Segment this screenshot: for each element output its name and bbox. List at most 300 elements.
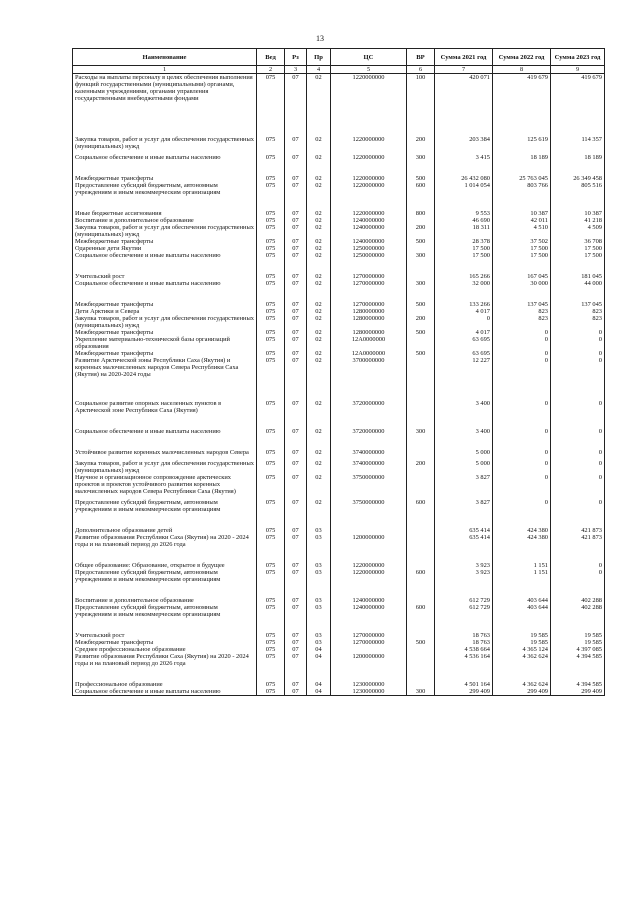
row-pr: 02	[307, 400, 331, 414]
row-rz: 07	[285, 350, 307, 357]
row-rz: 07	[285, 597, 307, 604]
row-rz: 07	[285, 428, 307, 435]
row-name: Закупка товаров, работ и услуг для обеспечения государственных (муниципальных) нужд	[73, 315, 257, 329]
row-name: Социальное обеспечение и иные выплаты населению	[73, 280, 257, 287]
row-pr: 02	[307, 336, 331, 350]
header-cs: ЦС	[331, 49, 407, 66]
table-row	[73, 562, 605, 569]
row-name: Воспитание и дополнительное образование	[73, 597, 257, 604]
row-sum-2021: 3 923	[435, 569, 493, 583]
row-cs: 1230000000	[331, 681, 407, 688]
row-ved: 075	[257, 238, 285, 245]
table-row	[73, 182, 605, 196]
row-cs: 1230000000	[331, 688, 407, 696]
row-rz: 07	[285, 280, 307, 287]
row-cs	[331, 646, 407, 653]
header-sum-2021: Сумма 2021 год	[435, 49, 493, 66]
row-cs: 1220000000	[331, 154, 407, 161]
row-rz: 07	[285, 527, 307, 534]
row-cs: 1220000000	[331, 562, 407, 569]
row-ved: 075	[257, 74, 285, 103]
row-cs: 3720000000	[331, 428, 407, 435]
row-cs: 1240000000	[331, 224, 407, 238]
row-cs: 1270000000	[331, 273, 407, 280]
row-name: Социальное обеспечение и иные выплаты населению	[73, 428, 257, 435]
row-pr: 04	[307, 653, 331, 667]
row-sum-2021: 18 763	[435, 639, 493, 646]
row-rz: 07	[285, 681, 307, 688]
row-sum-2023: 26 349 458	[551, 175, 605, 182]
row-sum-2023: 0	[551, 428, 605, 435]
row-rz: 07	[285, 217, 307, 224]
row-cs: 1270000000	[331, 301, 407, 308]
row-ved: 075	[257, 217, 285, 224]
row-pr: 02	[307, 217, 331, 224]
row-rz: 07	[285, 308, 307, 315]
column-number: 1	[73, 66, 257, 74]
row-vr: 300	[407, 688, 435, 696]
row-ved: 075	[257, 154, 285, 161]
row-ved: 075	[257, 428, 285, 435]
table-row	[73, 238, 605, 245]
row-sum-2022: 25 763 045	[493, 175, 551, 182]
row-sum-2022: 137 045	[493, 301, 551, 308]
row-name: Социальное обеспечение и иные выплаты населению	[73, 154, 257, 161]
row-sum-2022: 4 365 124	[493, 646, 551, 653]
row-rz: 07	[285, 301, 307, 308]
row-rz: 07	[285, 569, 307, 583]
row-sum-2021: 4 501 164	[435, 681, 493, 688]
row-sum-2022: 0	[493, 449, 551, 456]
row-spacer	[73, 287, 605, 301]
row-ved: 075	[257, 534, 285, 548]
header-row	[73, 49, 605, 66]
row-rz: 07	[285, 154, 307, 161]
row-cs: 1240000000	[331, 238, 407, 245]
table-row	[73, 301, 605, 308]
row-pr: 03	[307, 632, 331, 639]
row-sum-2023: 10 387	[551, 210, 605, 217]
row-sum-2023: 137 045	[551, 301, 605, 308]
row-pr: 02	[307, 136, 331, 150]
row-sum-2021: 0	[435, 315, 493, 329]
row-sum-2021: 4 536 164	[435, 653, 493, 667]
row-sum-2023: 0	[551, 499, 605, 513]
row-spacer	[73, 435, 605, 449]
column-number: 2	[257, 66, 285, 74]
row-rz: 07	[285, 252, 307, 259]
row-pr: 02	[307, 308, 331, 315]
row-cs: 3720000000	[331, 400, 407, 414]
row-spacer	[73, 378, 605, 400]
row-vr: 300	[407, 154, 435, 161]
row-ved: 075	[257, 400, 285, 414]
row-sum-2021: 17 500	[435, 252, 493, 259]
row-sum-2022: 0	[493, 428, 551, 435]
row-cs: 1200000000	[331, 653, 407, 667]
row-ved: 075	[257, 136, 285, 150]
row-spacer	[73, 583, 605, 597]
row-sum-2022: 0	[493, 400, 551, 414]
row-sum-2022: 424 380	[493, 527, 551, 534]
row-pr: 02	[307, 182, 331, 196]
row-vr: 200	[407, 224, 435, 238]
row-pr: 04	[307, 681, 331, 688]
row-sum-2023: 114 357	[551, 136, 605, 150]
row-cs: 1270000000	[331, 632, 407, 639]
row-spacer	[73, 513, 605, 527]
row-name: Социальное обеспечение и иные выплаты населению	[73, 688, 257, 696]
row-name: Учительский рост	[73, 273, 257, 280]
row-pr: 02	[307, 74, 331, 103]
table-row	[73, 308, 605, 315]
row-name: Социальное обеспечение и иные выплаты населению	[73, 252, 257, 259]
row-sum-2021: 5 000	[435, 460, 493, 474]
row-sum-2022: 419 679	[493, 74, 551, 103]
row-pr: 02	[307, 315, 331, 329]
row-cs: 1220000000	[331, 175, 407, 182]
table-row	[73, 449, 605, 456]
header-sum-2023: Сумма 2023 год	[551, 49, 605, 66]
row-cs: 1250000000	[331, 245, 407, 252]
row-ved: 075	[257, 336, 285, 350]
table-row	[73, 653, 605, 667]
row-name: Межбюджетные трансферты	[73, 639, 257, 646]
row-sum-2023: 823	[551, 308, 605, 315]
row-sum-2021: 299 409	[435, 688, 493, 696]
row-sum-2021: 612 729	[435, 597, 493, 604]
row-pr: 02	[307, 224, 331, 238]
table-row	[73, 639, 605, 646]
row-sum-2021: 3 415	[435, 154, 493, 161]
row-cs: 1200000000	[331, 534, 407, 548]
row-pr: 04	[307, 646, 331, 653]
table-row	[73, 357, 605, 378]
row-cs: 1280000000	[331, 329, 407, 336]
row-sum-2023: 4 397 085	[551, 646, 605, 653]
row-pr: 03	[307, 527, 331, 534]
row-cs: 3750000000	[331, 499, 407, 513]
row-name: Социальное развитие опорных населенных пунктов в Арктической зоне Республики Саха (Якутия)	[73, 400, 257, 414]
row-rz: 07	[285, 357, 307, 378]
table-row	[73, 569, 605, 583]
row-vr: 500	[407, 639, 435, 646]
table-row	[73, 460, 605, 474]
row-pr: 02	[307, 301, 331, 308]
row-name: Дети Арктики и Севера	[73, 308, 257, 315]
row-sum-2021: 420 071	[435, 74, 493, 103]
row-name: Закупка товаров, работ и услуг для обеспечения государственных (муниципальных) нужд	[73, 224, 257, 238]
row-sum-2023: 17 500	[551, 245, 605, 252]
row-ved: 075	[257, 604, 285, 618]
row-cs	[331, 527, 407, 534]
table-row	[73, 154, 605, 161]
row-vr	[407, 653, 435, 667]
row-sum-2023: 44 000	[551, 280, 605, 287]
row-cs: 1220000000	[331, 136, 407, 150]
row-rz: 07	[285, 74, 307, 103]
row-sum-2022: 4 362 624	[493, 653, 551, 667]
row-sum-2021: 18 311	[435, 224, 493, 238]
row-sum-2021: 26 432 080	[435, 175, 493, 182]
row-sum-2021: 3 400	[435, 428, 493, 435]
column-number-row	[73, 66, 605, 74]
row-name: Иные бюджетные ассигнования	[73, 210, 257, 217]
row-sum-2023: 402 288	[551, 597, 605, 604]
row-rz: 07	[285, 639, 307, 646]
row-name: Предоставление субсидий бюджетным, автономным учреждениям и иным некоммерческим организациям	[73, 499, 257, 513]
row-sum-2021: 32 000	[435, 280, 493, 287]
row-pr: 02	[307, 428, 331, 435]
row-sum-2023: 823	[551, 315, 605, 329]
row-name: Межбюджетные трансферты	[73, 301, 257, 308]
row-rz: 07	[285, 562, 307, 569]
row-name: Межбюджетные трансферты	[73, 175, 257, 182]
page-number: 13	[316, 34, 324, 43]
header-vr: ВР	[407, 49, 435, 66]
row-sum-2023: 19 585	[551, 632, 605, 639]
row-cs: 3750000000	[331, 474, 407, 495]
row-sum-2021: 3 827	[435, 474, 493, 495]
row-sum-2022: 403 644	[493, 597, 551, 604]
row-vr: 500	[407, 175, 435, 182]
row-ved: 075	[257, 182, 285, 196]
row-pr: 02	[307, 280, 331, 287]
table-row	[73, 646, 605, 653]
row-name: Устойчивое развитие коренных малочисленных народов Севера	[73, 449, 257, 456]
row-vr	[407, 449, 435, 456]
row-sum-2023: 0	[551, 400, 605, 414]
row-sum-2021: 203 384	[435, 136, 493, 150]
row-sum-2022: 19 585	[493, 639, 551, 646]
table-row	[73, 210, 605, 217]
row-ved: 075	[257, 632, 285, 639]
row-sum-2022: 1 151	[493, 562, 551, 569]
row-pr: 03	[307, 597, 331, 604]
row-cs: 12А0000000	[331, 336, 407, 350]
row-pr: 02	[307, 499, 331, 513]
row-sum-2021: 12 227	[435, 357, 493, 378]
row-sum-2023: 4 394 585	[551, 653, 605, 667]
row-sum-2023: 0	[551, 460, 605, 474]
row-sum-2022: 125 619	[493, 136, 551, 150]
row-name: Одаренные дети Якутии	[73, 245, 257, 252]
row-pr: 02	[307, 449, 331, 456]
budget-table-body	[73, 74, 605, 696]
row-pr: 02	[307, 154, 331, 161]
row-sum-2022: 0	[493, 350, 551, 357]
row-ved: 075	[257, 315, 285, 329]
column-number: 4	[307, 66, 331, 74]
table-row	[73, 350, 605, 357]
row-ved: 075	[257, 210, 285, 217]
row-sum-2021: 4 017	[435, 329, 493, 336]
table-row	[73, 74, 605, 103]
row-sum-2022: 803 766	[493, 182, 551, 196]
row-cs: 1220000000	[331, 569, 407, 583]
row-vr: 600	[407, 182, 435, 196]
row-sum-2022: 0	[493, 499, 551, 513]
row-sum-2021: 63 695	[435, 350, 493, 357]
row-cs: 3740000000	[331, 449, 407, 456]
row-pr: 04	[307, 688, 331, 696]
row-sum-2022: 4 510	[493, 224, 551, 238]
row-sum-2022: 823	[493, 308, 551, 315]
row-ved: 075	[257, 224, 285, 238]
row-sum-2023: 805 516	[551, 182, 605, 196]
row-rz: 07	[285, 604, 307, 618]
row-sum-2022: 0	[493, 336, 551, 350]
row-vr	[407, 646, 435, 653]
row-sum-2022: 37 502	[493, 238, 551, 245]
row-ved: 075	[257, 460, 285, 474]
row-name: Межбюджетные трансферты	[73, 238, 257, 245]
row-sum-2021: 4 017	[435, 308, 493, 315]
row-vr: 500	[407, 238, 435, 245]
table-row	[73, 329, 605, 336]
header-sum-2022: Сумма 2022 год	[493, 49, 551, 66]
row-ved: 075	[257, 639, 285, 646]
row-name: Развитие образования Республики Саха (Якутия) на 2020 - 2024 годы и на плановый период до 2026 года	[73, 653, 257, 667]
row-rz: 07	[285, 136, 307, 150]
row-ved: 075	[257, 308, 285, 315]
row-sum-2023: 18 189	[551, 154, 605, 161]
row-cs: 1240000000	[331, 604, 407, 618]
row-sum-2022: 299 409	[493, 688, 551, 696]
row-rz: 07	[285, 329, 307, 336]
table-row	[73, 273, 605, 280]
row-rz: 07	[285, 210, 307, 217]
row-vr	[407, 400, 435, 414]
row-cs: 3740000000	[331, 460, 407, 474]
row-sum-2021: 4 538 664	[435, 646, 493, 653]
row-name: Межбюджетные трансферты	[73, 329, 257, 336]
row-sum-2022: 823	[493, 315, 551, 329]
row-cs: 1240000000	[331, 597, 407, 604]
row-vr: 600	[407, 499, 435, 513]
row-rz: 07	[285, 238, 307, 245]
row-ved: 075	[257, 273, 285, 280]
row-vr: 600	[407, 569, 435, 583]
column-number: 5	[331, 66, 407, 74]
row-ved: 075	[257, 245, 285, 252]
row-vr	[407, 336, 435, 350]
row-cs: 1280000000	[331, 308, 407, 315]
row-ved: 075	[257, 175, 285, 182]
table-row	[73, 315, 605, 329]
row-vr: 200	[407, 136, 435, 150]
row-vr	[407, 632, 435, 639]
table-row	[73, 534, 605, 548]
row-cs: 1280000000	[331, 315, 407, 329]
row-ved: 075	[257, 252, 285, 259]
row-sum-2023: 0	[551, 329, 605, 336]
row-vr: 200	[407, 460, 435, 474]
row-name: Развитие образования Республики Саха (Якутия) на 2020 - 2024 годы и на плановый период до 2026 года	[73, 534, 257, 548]
row-sum-2021: 612 729	[435, 604, 493, 618]
column-number: 9	[551, 66, 605, 74]
row-rz: 07	[285, 400, 307, 414]
row-vr: 300	[407, 280, 435, 287]
row-ved: 075	[257, 688, 285, 696]
table-row	[73, 632, 605, 639]
header-rz: Рз	[285, 49, 307, 66]
row-ved: 075	[257, 474, 285, 495]
row-sum-2023: 19 585	[551, 639, 605, 646]
row-sum-2021: 3 923	[435, 562, 493, 569]
row-vr: 500	[407, 329, 435, 336]
column-number: 7	[435, 66, 493, 74]
row-sum-2023: 4 509	[551, 224, 605, 238]
row-cs: 3700000000	[331, 357, 407, 378]
row-name: Расходы на выплаты персоналу в целях обеспечения выполнения функций государственными (муниципальными) органами, казенными учреждениями, органами управления государственными внебюджетными фондами	[73, 74, 257, 103]
row-pr: 03	[307, 604, 331, 618]
row-rz: 07	[285, 182, 307, 196]
row-name: Среднее профессиональное образование	[73, 646, 257, 653]
table-row	[73, 224, 605, 238]
row-ved: 075	[257, 350, 285, 357]
row-name: Укрепление материально-технической базы организаций образования	[73, 336, 257, 350]
row-rz: 07	[285, 632, 307, 639]
row-sum-2022: 19 585	[493, 632, 551, 639]
row-sum-2021: 5 000	[435, 449, 493, 456]
row-name: Предоставление субсидий бюджетным, автономным учреждениям и иным некоммерческим организациям	[73, 182, 257, 196]
row-rz: 07	[285, 315, 307, 329]
row-rz: 07	[285, 224, 307, 238]
table-row	[73, 681, 605, 688]
row-pr: 02	[307, 474, 331, 495]
row-sum-2023: 402 288	[551, 604, 605, 618]
row-vr: 500	[407, 301, 435, 308]
row-ved: 075	[257, 329, 285, 336]
row-vr: 600	[407, 604, 435, 618]
row-sum-2021: 133 266	[435, 301, 493, 308]
row-sum-2022: 18 189	[493, 154, 551, 161]
row-sum-2021: 635 414	[435, 534, 493, 548]
row-pr: 02	[307, 252, 331, 259]
row-sum-2022: 4 362 624	[493, 681, 551, 688]
row-sum-2022: 0	[493, 474, 551, 495]
row-spacer	[73, 259, 605, 273]
table-row	[73, 527, 605, 534]
header-pr: Пр	[307, 49, 331, 66]
row-rz: 07	[285, 245, 307, 252]
row-name: Научное и организационное сопровождение арктических проектов и проектов устойчивого развития коренных малочисленных народов Севера Республики Саха (Якутия)	[73, 474, 257, 495]
row-sum-2022: 1 151	[493, 569, 551, 583]
row-vr	[407, 357, 435, 378]
table-row	[73, 499, 605, 513]
row-vr: 500	[407, 350, 435, 357]
row-name: Предоставление субсидий бюджетным, автономным учреждениям и иным некоммерческим организациям	[73, 604, 257, 618]
row-sum-2023: 419 679	[551, 74, 605, 103]
row-vr	[407, 597, 435, 604]
row-sum-2021: 635 414	[435, 527, 493, 534]
row-ved: 075	[257, 449, 285, 456]
budget-table	[72, 48, 605, 696]
row-sum-2023: 181 045	[551, 273, 605, 280]
table-row	[73, 136, 605, 150]
row-vr	[407, 562, 435, 569]
row-sum-2023: 421 873	[551, 534, 605, 548]
row-sum-2021: 3 827	[435, 499, 493, 513]
table-row	[73, 688, 605, 696]
row-sum-2022: 424 380	[493, 534, 551, 548]
row-name: Общее образование: Образование, открытое в будущее	[73, 562, 257, 569]
row-name: Воспитание и дополнительное образование	[73, 217, 257, 224]
row-vr: 300	[407, 252, 435, 259]
row-sum-2021: 9 553	[435, 210, 493, 217]
row-sum-2022: 10 387	[493, 210, 551, 217]
